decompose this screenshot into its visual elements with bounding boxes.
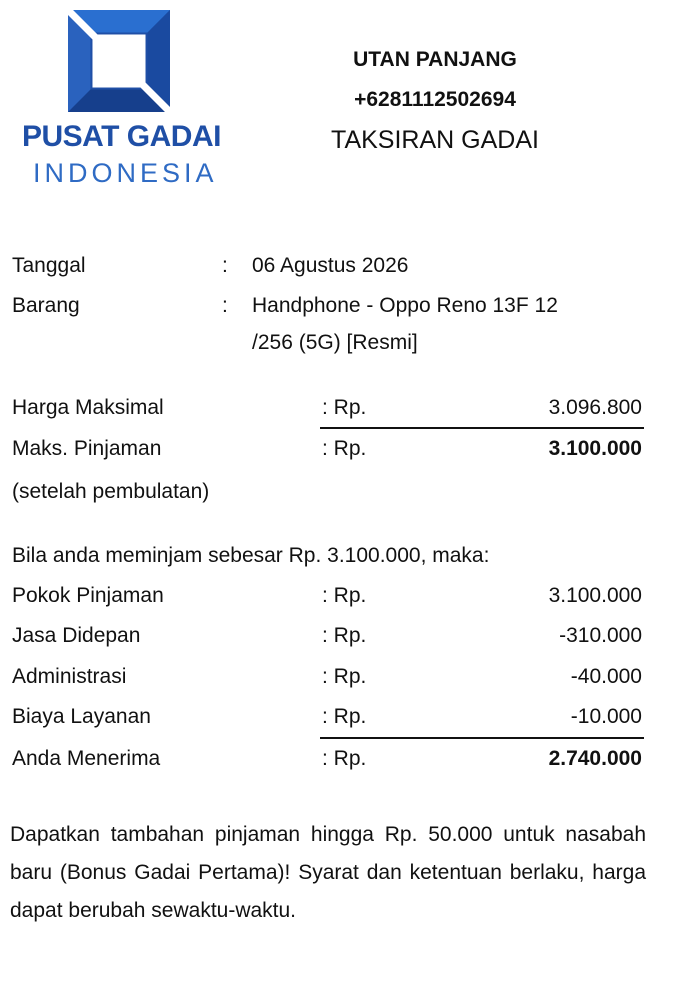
row-label: Administrasi [12,665,127,688]
promo-note: Dapatkan tambahan pinjaman hingga Rp. 50.000 untuk nasabah baru (Bonus Gadai Pertama)! Syarat dan ketentuan berlaku, harga dapat berubah sewaktu-waktu. [10,823,646,922]
total-currency: : Rp. [322,747,367,770]
item-separator: : [222,294,228,317]
row-amount: -40.000 [570,665,642,688]
row-amount: 3.100.000 [548,584,642,607]
row-currency: : Rp. [322,584,367,607]
max-price-value: 3.096.800 [548,396,642,419]
max-loan-value: 3.100.000 [548,437,642,460]
divider [320,427,644,429]
max-loan-label: Maks. Pinjaman [12,437,162,460]
row-currency: : Rp. [322,705,367,728]
date-separator: : [222,254,228,277]
row-amount: -310.000 [559,624,642,647]
branch-phone: +6281112502694 [354,88,516,111]
row-label: Pokok Pinjaman [12,584,164,607]
row-currency: : Rp. [322,624,367,647]
rounding-note: (setelah pembulatan) [12,480,210,503]
divider [320,737,644,739]
breakdown-intro: Bila anda meminjam sebesar Rp. 3.100.000, maka: [12,544,490,567]
max-price-currency: : Rp. [322,396,367,419]
brand-name: PUSAT GADAI [22,120,221,153]
total-value: 2.740.000 [548,747,642,770]
row-label: Jasa Didepan [12,624,141,647]
pusat-gadai-logo-icon [68,10,170,112]
total-label: Anda Menerima [12,747,161,770]
document-title: TAKSIRAN GADAI [331,126,539,154]
row-label: Biaya Layanan [12,705,151,728]
row-amount: -10.000 [570,705,642,728]
item-value-line1: Handphone - Oppo Reno 13F 12 [252,294,558,317]
row-currency: : Rp. [322,665,367,688]
date-value: 06 Agustus 2026 [252,254,409,277]
max-price-label: Harga Maksimal [12,396,164,419]
item-value-line2: /256 (5G) [Resmi] [252,331,418,354]
brand-subname: INDONESIA [33,158,218,188]
max-loan-currency: : Rp. [322,437,367,460]
date-label: Tanggal [12,254,86,277]
branch-name: UTAN PANJANG [353,48,517,71]
item-label: Barang [12,294,80,317]
